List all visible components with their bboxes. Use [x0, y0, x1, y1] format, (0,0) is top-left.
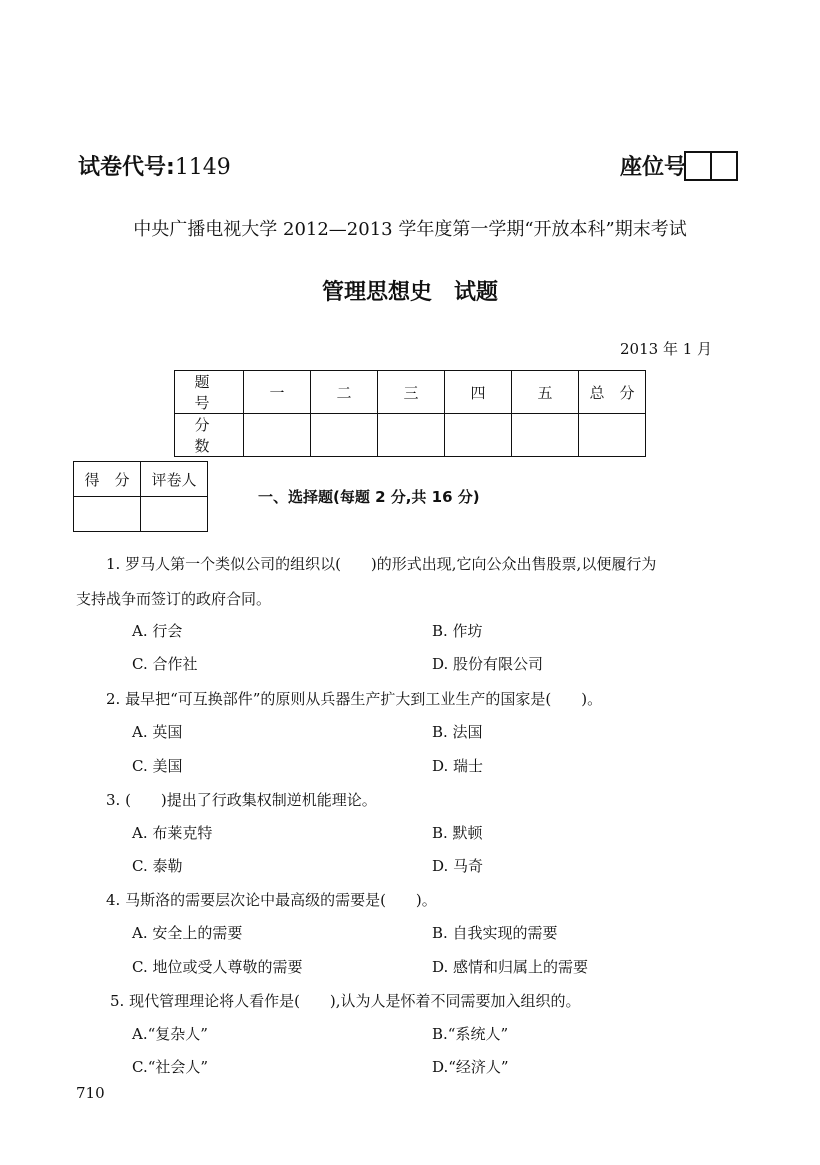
question-5-stem: 5. 现代管理理论将人看作是( ),认为人是怀着不同需要加入组织的。	[110, 992, 581, 1010]
score-table-header-row	[175, 371, 646, 414]
university-line: 中央广播电视大学 2012—2013 学年度第一学期“开放本科”期末考试	[133, 219, 687, 240]
paper-code	[78, 150, 231, 181]
question-4-option-b: B. 自我实现的需要	[432, 924, 558, 942]
exam-title: 管理思想史 试题	[321, 280, 498, 305]
question-5-option-c: C.“社会人”	[132, 1058, 209, 1076]
score-table-header-cell: 一	[244, 371, 311, 414]
question-4-option-c: C. 地位或受人尊敬的需要	[132, 958, 303, 976]
score-cell[interactable]	[244, 414, 311, 457]
grader-name-cell[interactable]	[141, 497, 208, 532]
score-cell[interactable]	[378, 414, 445, 457]
paper-code-value: 1149	[174, 155, 231, 180]
question-4-stem: 4. 马斯洛的需要层次论中最高级的需要是( )。	[106, 891, 437, 909]
question-4-option-a: A. 安全上的需要	[132, 924, 243, 942]
question-3-option-d: D. 马奇	[432, 857, 484, 875]
score-cell[interactable]	[445, 414, 512, 457]
score-table-header-cell: 总 分	[579, 371, 646, 414]
question-1-option-b: B. 作坊	[432, 622, 483, 640]
question-2-stem: 2. 最早把“可互换部件”的原则从兵器生产扩大到工业生产的国家是( )。	[106, 690, 603, 708]
question-1-option-c: C. 合作社	[132, 655, 198, 673]
score-table-score-label: 分 数	[175, 414, 244, 457]
exam-date: 2013 年 1 月	[620, 340, 713, 358]
question-3-stem: 3. ( )提出了行政集权制逆机能理论。	[106, 791, 377, 809]
question-2-option-b: B. 法国	[432, 723, 483, 741]
question-3-option-c: C. 泰勒	[132, 857, 183, 875]
grader-table-grader-label: 评卷人	[141, 462, 208, 497]
question-1-option-d: D. 股份有限公司	[432, 655, 544, 673]
grader-table-score-label: 得 分	[74, 462, 141, 497]
section-title: 一、选择题(每题 2 分,共 16 分)	[258, 488, 480, 506]
question-1-stem-cont: 支持战争而签订的政府合同。	[76, 590, 272, 608]
question-3-option-a: A. 布莱克特	[132, 824, 213, 842]
score-table	[174, 370, 646, 457]
score-table-header-cell: 四	[445, 371, 512, 414]
question-5-option-b: B.“系统人”	[432, 1025, 509, 1043]
seat-box-2[interactable]	[710, 151, 738, 181]
score-table-header-cell: 二	[311, 371, 378, 414]
score-cell[interactable]	[512, 414, 579, 457]
question-2-option-d: D. 瑞士	[432, 757, 484, 775]
paper-code-label: 试卷代号:	[78, 155, 175, 180]
grader-table	[73, 461, 208, 532]
question-5-option-d: D.“经济人”	[432, 1058, 509, 1076]
seat-box-1[interactable]	[684, 151, 712, 181]
page-number: 710	[76, 1084, 105, 1102]
question-4-option-d: D. 感情和归属上的需要	[432, 958, 589, 976]
score-table-header-cell: 三	[378, 371, 445, 414]
seat-number-label: 座位号	[620, 155, 687, 180]
question-5-option-a: A.“复杂人”	[132, 1025, 208, 1043]
score-table-header-cell: 题 号	[175, 371, 244, 414]
score-cell[interactable]	[579, 414, 646, 457]
question-3-option-b: B. 默顿	[432, 824, 483, 842]
seat-number	[620, 150, 738, 181]
question-2-option-c: C. 美国	[132, 757, 183, 775]
question-1-option-a: A. 行会	[132, 622, 183, 640]
score-table-score-row	[175, 414, 646, 457]
score-table-header-cell: 五	[512, 371, 579, 414]
question-1-stem: 1. 罗马人第一个类似公司的组织以( )的形式出现,它向公众出售股票,以便履行为	[106, 555, 657, 573]
score-cell[interactable]	[311, 414, 378, 457]
grader-score-cell[interactable]	[74, 497, 141, 532]
question-2-option-a: A. 英国	[132, 723, 183, 741]
